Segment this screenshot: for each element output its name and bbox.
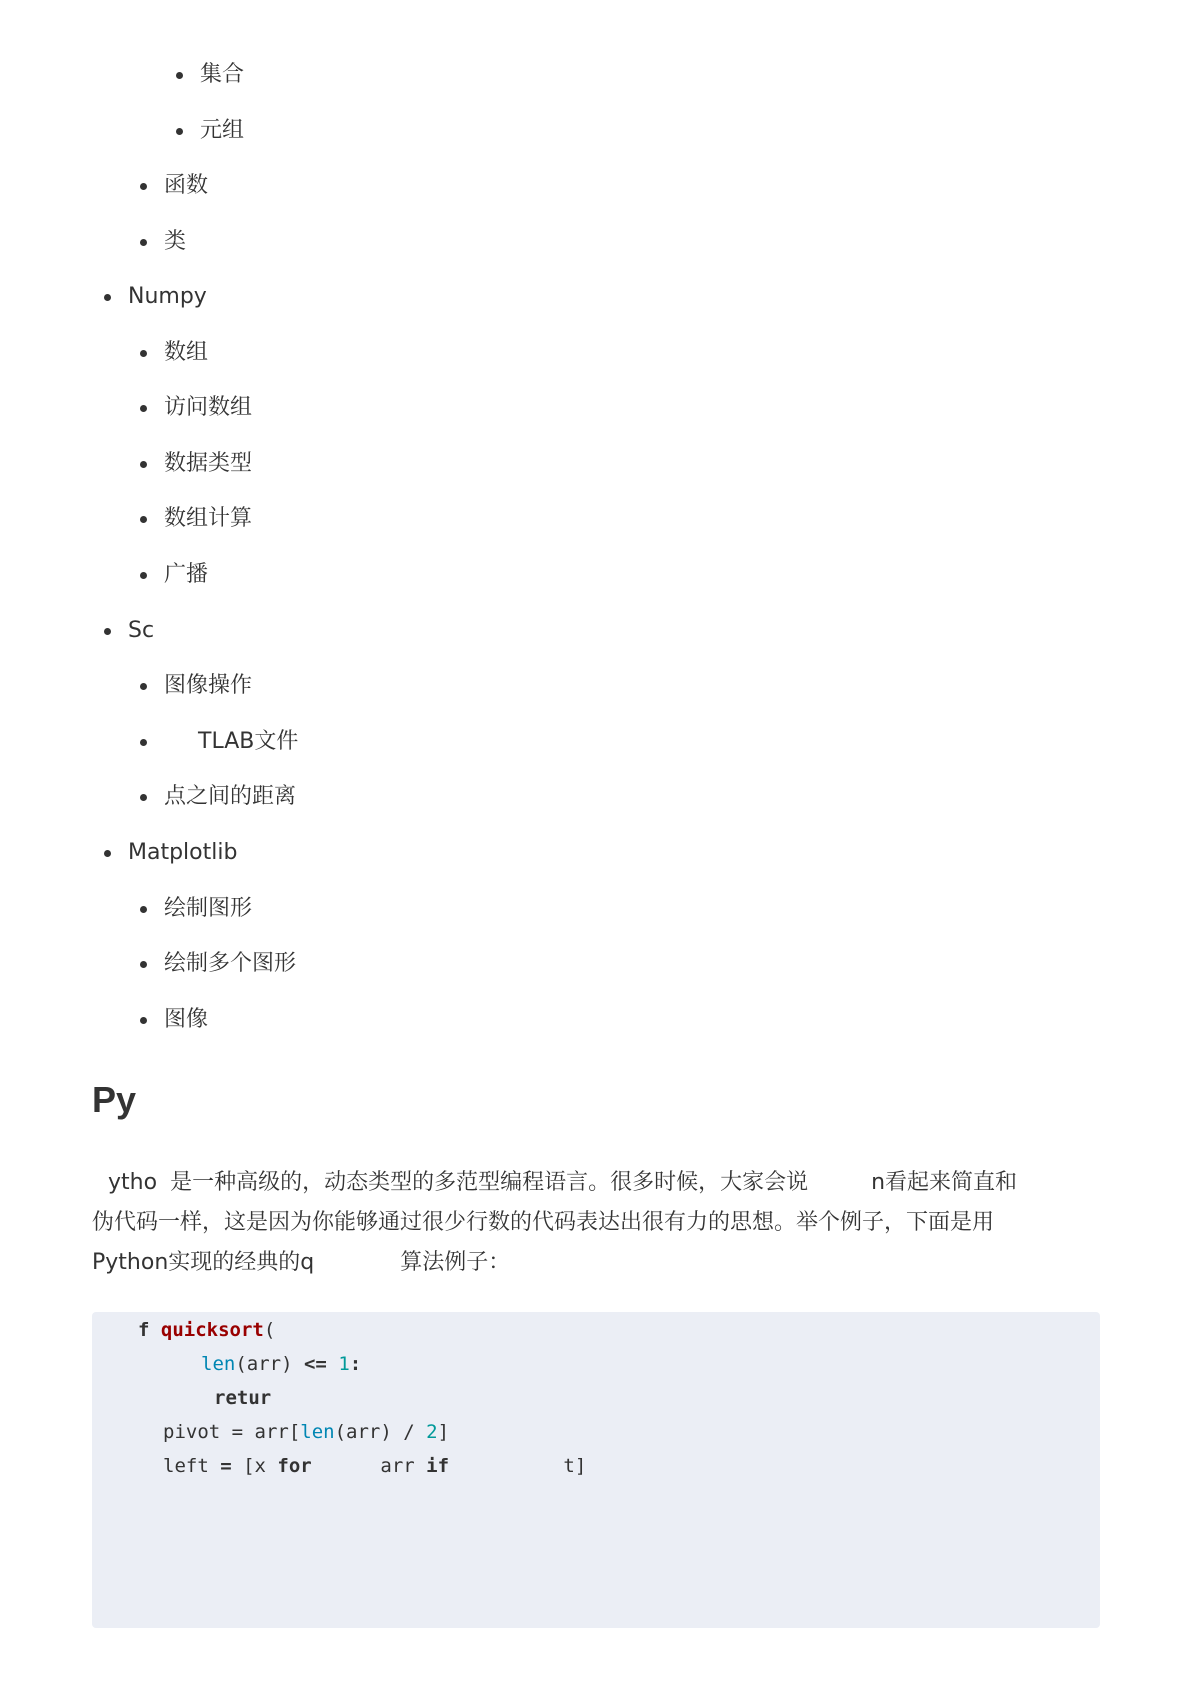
code-line: pivot = arr[len(arr) / 2] [163,1421,450,1443]
bullet-icon [104,294,111,301]
list-item: 数组 [164,338,208,368]
bullet-icon [140,405,147,412]
list-item: 数组计算 [164,504,252,534]
list-item: 集合 [200,60,244,90]
code-line: left = [x for arr if t] [163,1455,587,1477]
list-item: 绘制图形 [164,894,252,924]
paragraph-line: ytho 是一种高级的，动态类型的多范型编程语言。很多时候，大家会说 n看起来简直和 [108,1170,1018,1195]
bullet-icon [140,1017,147,1024]
list-item: 访问数组 [164,393,252,423]
bullet-icon [140,683,147,690]
bullet-icon [140,961,147,968]
bullet-icon [140,516,147,523]
paragraph-line: Python实现的经典的q 算法例子： [92,1250,511,1275]
list-item: Sc [128,616,154,646]
bullet-icon [140,183,147,190]
code-block [92,1312,1100,1628]
list-item: 图像 [164,1005,208,1035]
bullet-icon [176,128,183,135]
paragraph-line: 伪代码一样，这是因为你能够通过很少行数的代码表达出很有力的思想。举个例子，下面是用 [92,1210,995,1235]
list-item: Numpy [128,282,207,312]
bullet-icon [140,739,147,746]
bullet-icon [140,350,147,357]
list-item: 绘制多个图形 [164,949,296,979]
bullet-icon [140,461,147,468]
list-item: 图像操作 [164,671,252,701]
list-item: 点之间的距离 [164,782,296,812]
list-item: TLAB文件 [164,727,298,757]
bullet-icon [140,239,147,246]
bullet-icon [176,72,183,79]
list-item: 函数 [164,171,208,201]
list-item: 广播 [164,560,208,590]
list-item: 数据类型 [164,449,252,479]
list-item: 元组 [200,116,244,146]
code-line: len(arr) <= 1: [201,1353,362,1375]
code-line: retur [214,1387,272,1409]
bullet-icon [104,628,111,635]
bullet-icon [140,572,147,579]
bullet-icon [104,850,111,857]
code-line: f quicksort( [138,1319,276,1341]
list-item: Matplotlib [128,838,237,868]
list-item: 类 [164,227,186,257]
section-heading: Py [92,1079,137,1120]
bullet-icon [140,794,147,801]
bullet-icon [140,906,147,913]
